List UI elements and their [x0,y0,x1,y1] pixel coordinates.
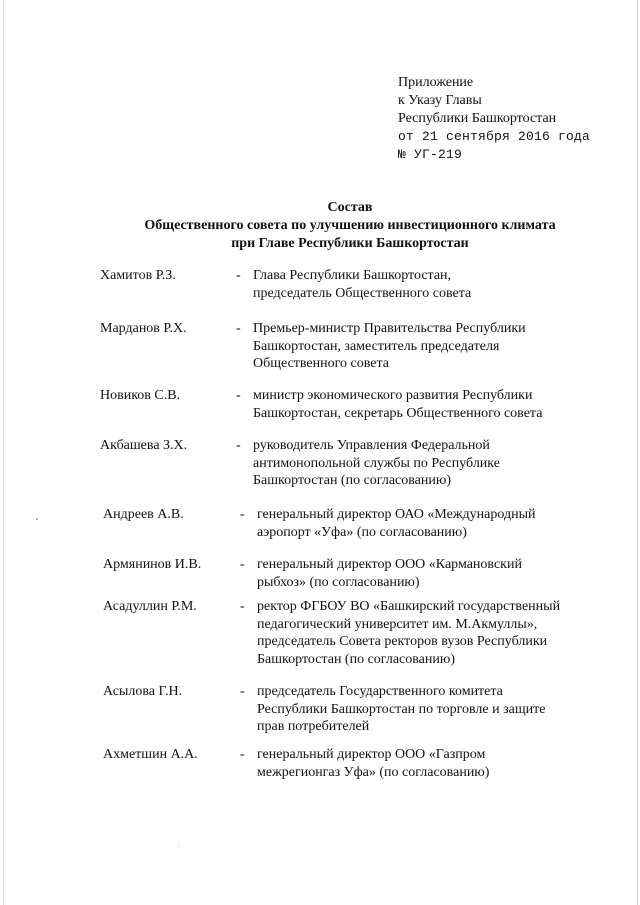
member-name: Андреев А.В. [103,507,184,522]
heading-council-name: Общественного совета по улучшению инвестиционного климата [144,218,556,233]
member-dash: - [236,321,241,336]
member-role: руководитель Управления Федеральной антимонопольной службы по Республике Башкортостан (по согласованию) [253,438,500,488]
member-dash: - [236,268,241,283]
scan-edge-left [3,0,4,905]
member-dash: - [236,388,241,403]
member-name: Хамитов Р.З. [100,268,176,283]
scan-speck [36,518,38,520]
scan-edge-right [637,0,638,905]
member-dash: - [240,747,245,762]
appendix-republic: Республики Башкортостан [398,111,557,126]
member-role: Премьер-министр Правительства Республики Башкортостан, заместитель председателя Общественного совета [253,321,526,371]
document-heading [100,199,600,253]
member-dash: - [240,507,245,522]
member-role: генеральный директор ОАО «Международный аэропорт «Уфа» (по согласованию) [257,507,536,540]
member-name: Марданов Р.Х. [100,321,187,336]
member-dash: - [236,438,241,453]
member-name: Новиков С.В. [100,388,181,403]
member-name: Асадуллин Р.М. [103,599,197,614]
member-role: Глава Республики Башкортостан, председатель Общественного совета [253,268,472,301]
member-role: ректор ФГБОУ ВО «Башкирский государственный педагогический университет им. М.Акмуллы», председатель Совета ректоров вузов Республики Башкортостан (по согласованию) [257,599,561,667]
appendix-block [398,74,590,164]
appendix-number: № УГ-219 [398,147,463,162]
member-dash: - [240,557,245,572]
appendix-title: Приложение [398,75,474,90]
member-dash: - [240,684,245,699]
member-name: Армянинов И.В. [103,557,202,572]
appendix-date: от 21 сентября 2016 года [398,129,591,144]
member-role: министр экономического развития Республики Башкортостан, секретарь Общественного совета [253,388,543,421]
member-role: генеральный директор ООО «Кармановский рыбхоз» (по согласованию) [257,557,522,590]
appendix-decree-ref: к Указу Главы [398,93,482,108]
member-role: генеральный директор ООО «Газпром межрегионгаз Уфа» (по согласованию) [257,747,490,780]
member-name: Акбашева З.Х. [100,438,188,453]
heading-title: Состав [327,200,373,215]
member-role: председатель Государственного комитета Республики Башкортостан по торговле и защите прав потребителей [257,684,546,734]
heading-under-head: при Главе Республики Башкортостан [231,236,469,251]
member-name: Ахметшин А.А. [103,747,198,762]
scan-speck [178,846,179,847]
member-dash: - [240,599,245,614]
member-name: Асылова Г.Н. [103,684,183,699]
